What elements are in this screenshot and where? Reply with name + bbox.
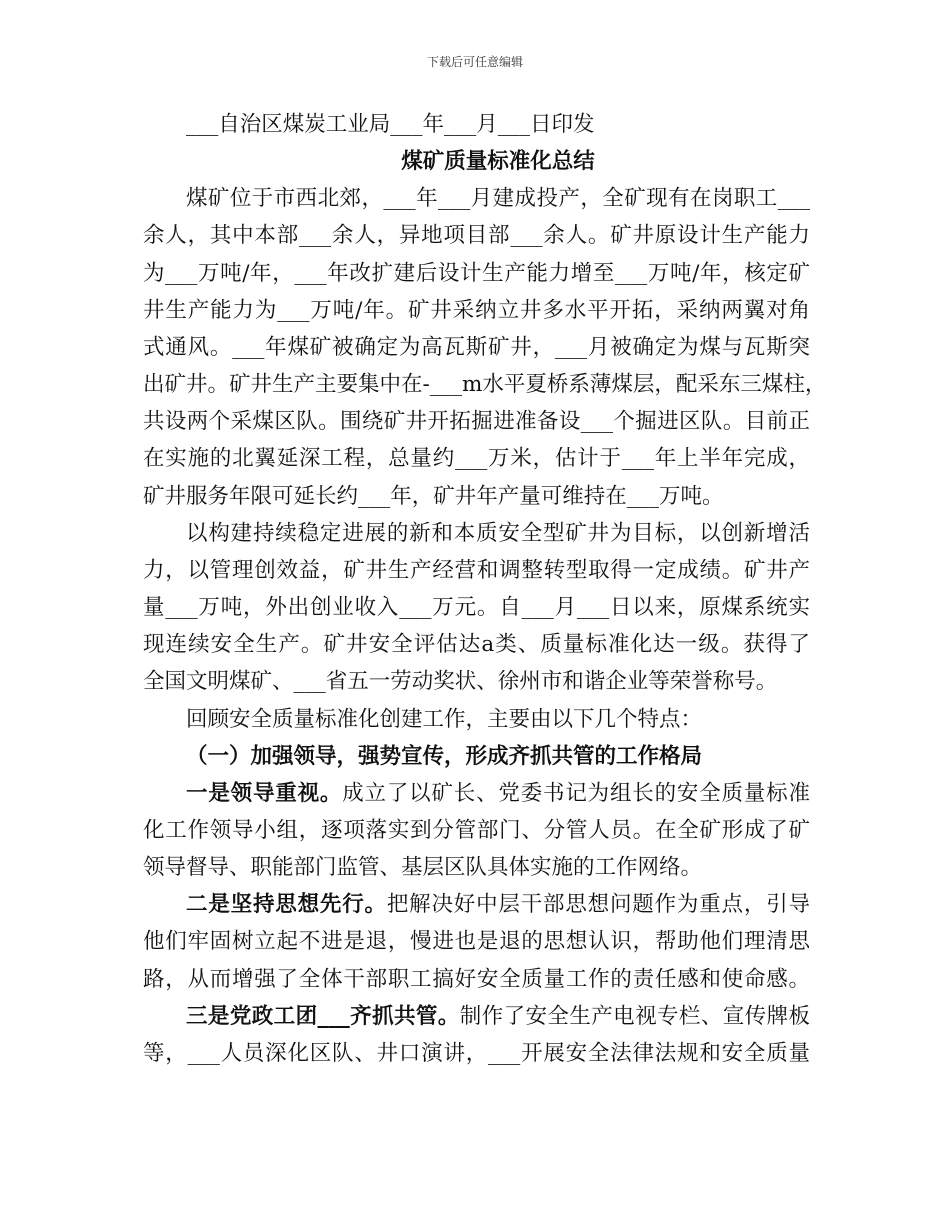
paragraph-line: 矿井服务年限可延长约___年，矿井年产量可维持在___万吨。 xyxy=(143,483,724,509)
page-header-note: 下载后可任意编辑 xyxy=(426,55,523,69)
point-first-line xyxy=(143,998,810,1035)
paragraph-line: 共设两个采煤区队。围绕矿井开拓掘进准备设___个掘进区队。目前正 xyxy=(143,409,810,435)
point-text: 把解决好中层干部思想问题作为重点，引导 xyxy=(386,892,810,918)
paragraph-line: 路，从而增强了全体干部职工搞好安全质量工作的责任感和使命感。 xyxy=(143,966,810,992)
paragraph-line: 化工作领导小组，逐项落实到分管部门、分管人员。在全矿形成了矿 xyxy=(143,817,810,843)
paragraph-line: 在实施的北翼延深工程，总量约___万米，估计于___年上半年完成， xyxy=(143,446,810,472)
point-lead: 一是领导重视。 xyxy=(186,780,343,806)
paragraph-line: 现连续安全生产。矿井安全评估达a类、质量标准化达一级。获得了 xyxy=(143,632,810,658)
paragraph-achievements xyxy=(143,515,810,701)
paragraph-review-intro: 回顾安全质量标准化创建工作，主要由以下几个特点： xyxy=(186,706,703,732)
document-body xyxy=(143,106,827,1072)
paragraph-line: 量___万吨，外出创业收入___万元。自___月___日以来，原煤系统实 xyxy=(143,595,810,621)
paragraph-line: 以构建持续稳定进展的新和本质安全型矿井为目标，以创新增活 xyxy=(186,520,810,546)
point-text: 成立了以矿长、党委书记为组长的安全质量标准 xyxy=(342,780,810,806)
paragraph-line: 余人，其中本部___余人，异地项目部___余人。矿井原设计生产能力 xyxy=(143,223,810,249)
paragraph-line: 领导督导、职能部门监管、基层区队具体实施的工作网络。 xyxy=(143,855,703,881)
point-thinking-first xyxy=(143,886,810,997)
paragraph-line: 式通风。___年煤矿被确定为高瓦斯矿井，___月被确定为煤与瓦斯突 xyxy=(143,334,810,360)
paragraph-line: 出矿井。矿井生产主要集中在-___m水平夏桥系薄煤层，配采东三煤柱， xyxy=(143,372,827,398)
issue-line: ___自治区煤炭工业局___年___月___日印发 xyxy=(186,112,595,137)
point-first-line xyxy=(143,886,810,923)
point-joint-management xyxy=(143,998,810,1072)
document-title: 煤矿质量标准化总结 xyxy=(401,149,595,175)
point-lead: 三是党政工团___齐抓共管。 xyxy=(186,1003,460,1029)
section-heading: （一）加强领导，强势宣传，形成齐抓共管的工作格局 xyxy=(186,743,703,769)
point-leadership xyxy=(143,775,810,886)
paragraph-line: 煤矿位于市西北郊，___年___月建成投产，全矿现有在岗职工___ xyxy=(186,186,810,212)
paragraph-line: 他们牢固树立起不进是退，慢进也是退的思想认识，帮助他们理清思 xyxy=(143,929,810,955)
paragraph-line: 全国文明煤矿、___省五一劳动奖状、徐州市和谐企业等荣誉称号。 xyxy=(143,669,778,695)
paragraph-line: 为___万吨/年，___年改扩建后设计生产能力增至___万吨/年，核定矿 xyxy=(143,260,810,286)
paragraph-line: 等，___人员深化区队、井口演讲，___开展安全法律法规和安全质量 xyxy=(143,1040,810,1066)
point-lead: 二是坚持思想先行。 xyxy=(186,892,387,918)
point-first-line xyxy=(143,775,810,812)
paragraph-overview xyxy=(143,180,827,514)
point-text: 制作了安全生产电视专栏、宣传牌板 xyxy=(459,1003,810,1029)
paragraph-line: 井生产能力为___万吨/年。矿井采纳立井多水平开拓，采纳两翼对角 xyxy=(143,297,810,323)
paragraph-line: 力，以管理创效益，矿井生产经营和调整转型取得一定成绩。矿井产 xyxy=(143,557,810,583)
